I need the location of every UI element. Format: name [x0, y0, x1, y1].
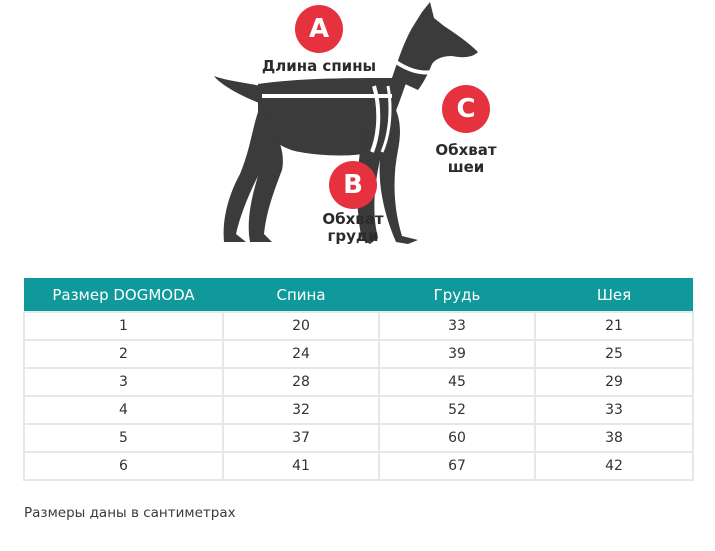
cell-chest: 33 [379, 312, 535, 340]
badge-c: C [442, 85, 490, 133]
cell-neck: 25 [535, 340, 693, 368]
cell-neck: 42 [535, 452, 693, 480]
table-row [24, 452, 693, 480]
header-neck: Шея [535, 278, 693, 312]
cell-chest: 60 [379, 424, 535, 452]
badge-b: B [329, 161, 377, 209]
cell-back: 24 [223, 340, 379, 368]
cell-neck: 21 [535, 312, 693, 340]
dog-hind-legs [224, 110, 283, 242]
table-row [24, 396, 693, 424]
table-header-row [24, 278, 693, 312]
header-size: Размер DOGMODA [24, 278, 223, 312]
table-row [24, 368, 693, 396]
cell-back: 41 [223, 452, 379, 480]
cell-size: 4 [24, 396, 223, 424]
cell-chest: 52 [379, 396, 535, 424]
cell-size: 2 [24, 340, 223, 368]
cell-size: 3 [24, 368, 223, 396]
chest-label-line1: Обхват [322, 210, 384, 228]
cell-chest: 45 [379, 368, 535, 396]
cell-chest: 67 [379, 452, 535, 480]
neck-label-line1: Обхват [435, 141, 497, 159]
cell-back: 28 [223, 368, 379, 396]
cell-back: 32 [223, 396, 379, 424]
dog-head [392, 2, 478, 90]
table-row [24, 312, 693, 340]
badge-a: A [295, 5, 343, 53]
header-back: Спина [223, 278, 379, 312]
neck-label-line2: шеи [447, 158, 485, 176]
cell-chest: 39 [379, 340, 535, 368]
dog-tail [214, 76, 262, 104]
dog-measurement-diagram [0, 0, 715, 260]
table-row [24, 340, 693, 368]
cell-size: 1 [24, 312, 223, 340]
back-length-label: Длина спины [261, 57, 377, 75]
cell-neck: 29 [535, 368, 693, 396]
header-chest: Грудь [379, 278, 535, 312]
cell-size: 5 [24, 424, 223, 452]
footnote: Размеры даны в сантиметрах [24, 505, 236, 521]
cell-back: 20 [223, 312, 379, 340]
cell-back: 37 [223, 424, 379, 452]
table-row [24, 424, 693, 452]
cell-neck: 38 [535, 424, 693, 452]
chest-label-line2: груди [327, 227, 379, 245]
cell-neck: 33 [535, 396, 693, 424]
neck-girth-label [426, 142, 506, 176]
chest-girth-label [313, 211, 393, 245]
cell-size: 6 [24, 452, 223, 480]
size-table [23, 278, 694, 481]
